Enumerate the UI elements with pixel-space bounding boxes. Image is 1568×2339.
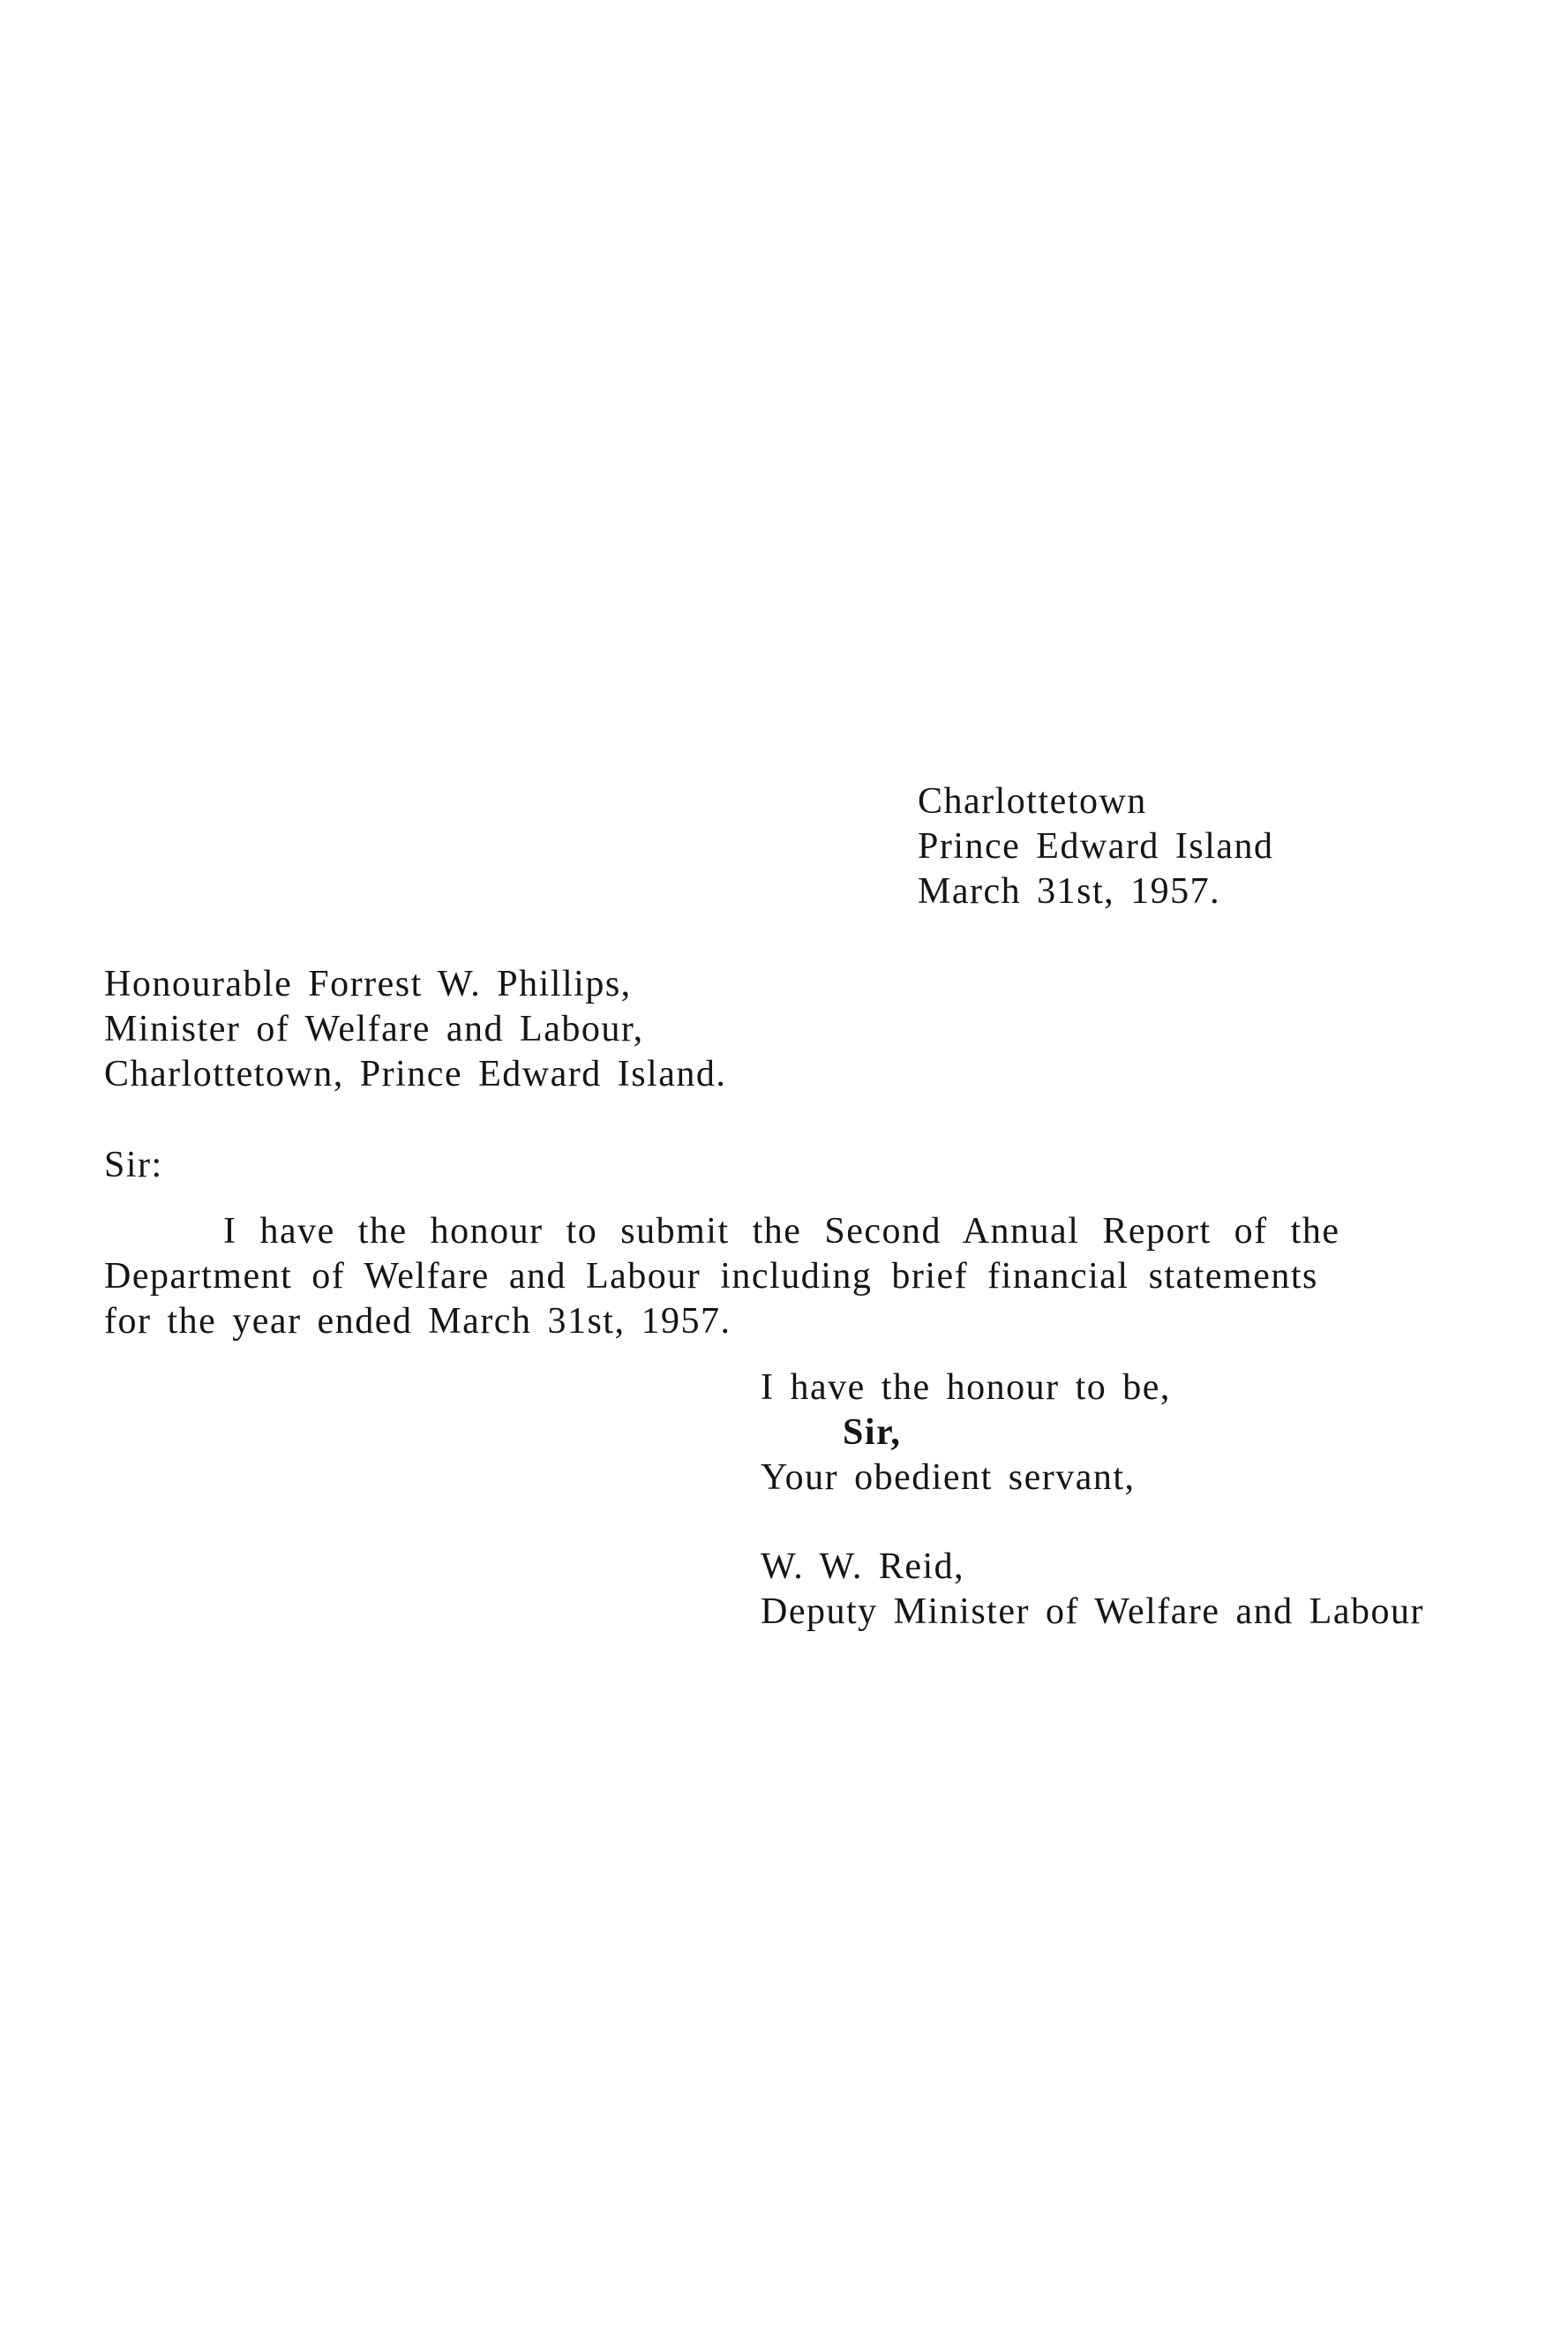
signature-block [761, 1545, 1424, 1635]
closing-block [761, 1365, 1171, 1500]
body-paragraph [104, 1209, 1447, 1344]
body-line-3: for the year ended March 31st, 1957. [104, 1301, 731, 1342]
signatory-name: W. W. Reid, [761, 1546, 965, 1587]
recipient-title: Minister of Welfare and Labour, [104, 1009, 644, 1049]
place-city: Charlottetown [918, 781, 1147, 822]
closing-line-1: I have the honour to be, [761, 1367, 1171, 1408]
recipient-name: Honourable Forrest W. Phillips, [104, 964, 632, 1004]
place-province: Prince Edward Island [918, 826, 1274, 867]
body-line-2: Department of Welfare and Labour including brief financial statements [104, 1256, 1318, 1297]
recipient-address-block [104, 962, 726, 1097]
signatory-title: Deputy Minister of Welfare and Labour [761, 1591, 1424, 1632]
closing-line-2: Your obedient servant, [761, 1457, 1136, 1498]
place-and-date-block [918, 779, 1274, 914]
recipient-address: Charlottetown, Prince Edward Island. [104, 1054, 727, 1094]
body-line-1: I have the honour to submit the Second Annual Report of the [223, 1211, 1340, 1252]
letter-date: March 31st, 1957. [918, 871, 1221, 912]
salutation: Sir: [104, 1145, 163, 1185]
closing-sir: Sir, [843, 1412, 902, 1453]
